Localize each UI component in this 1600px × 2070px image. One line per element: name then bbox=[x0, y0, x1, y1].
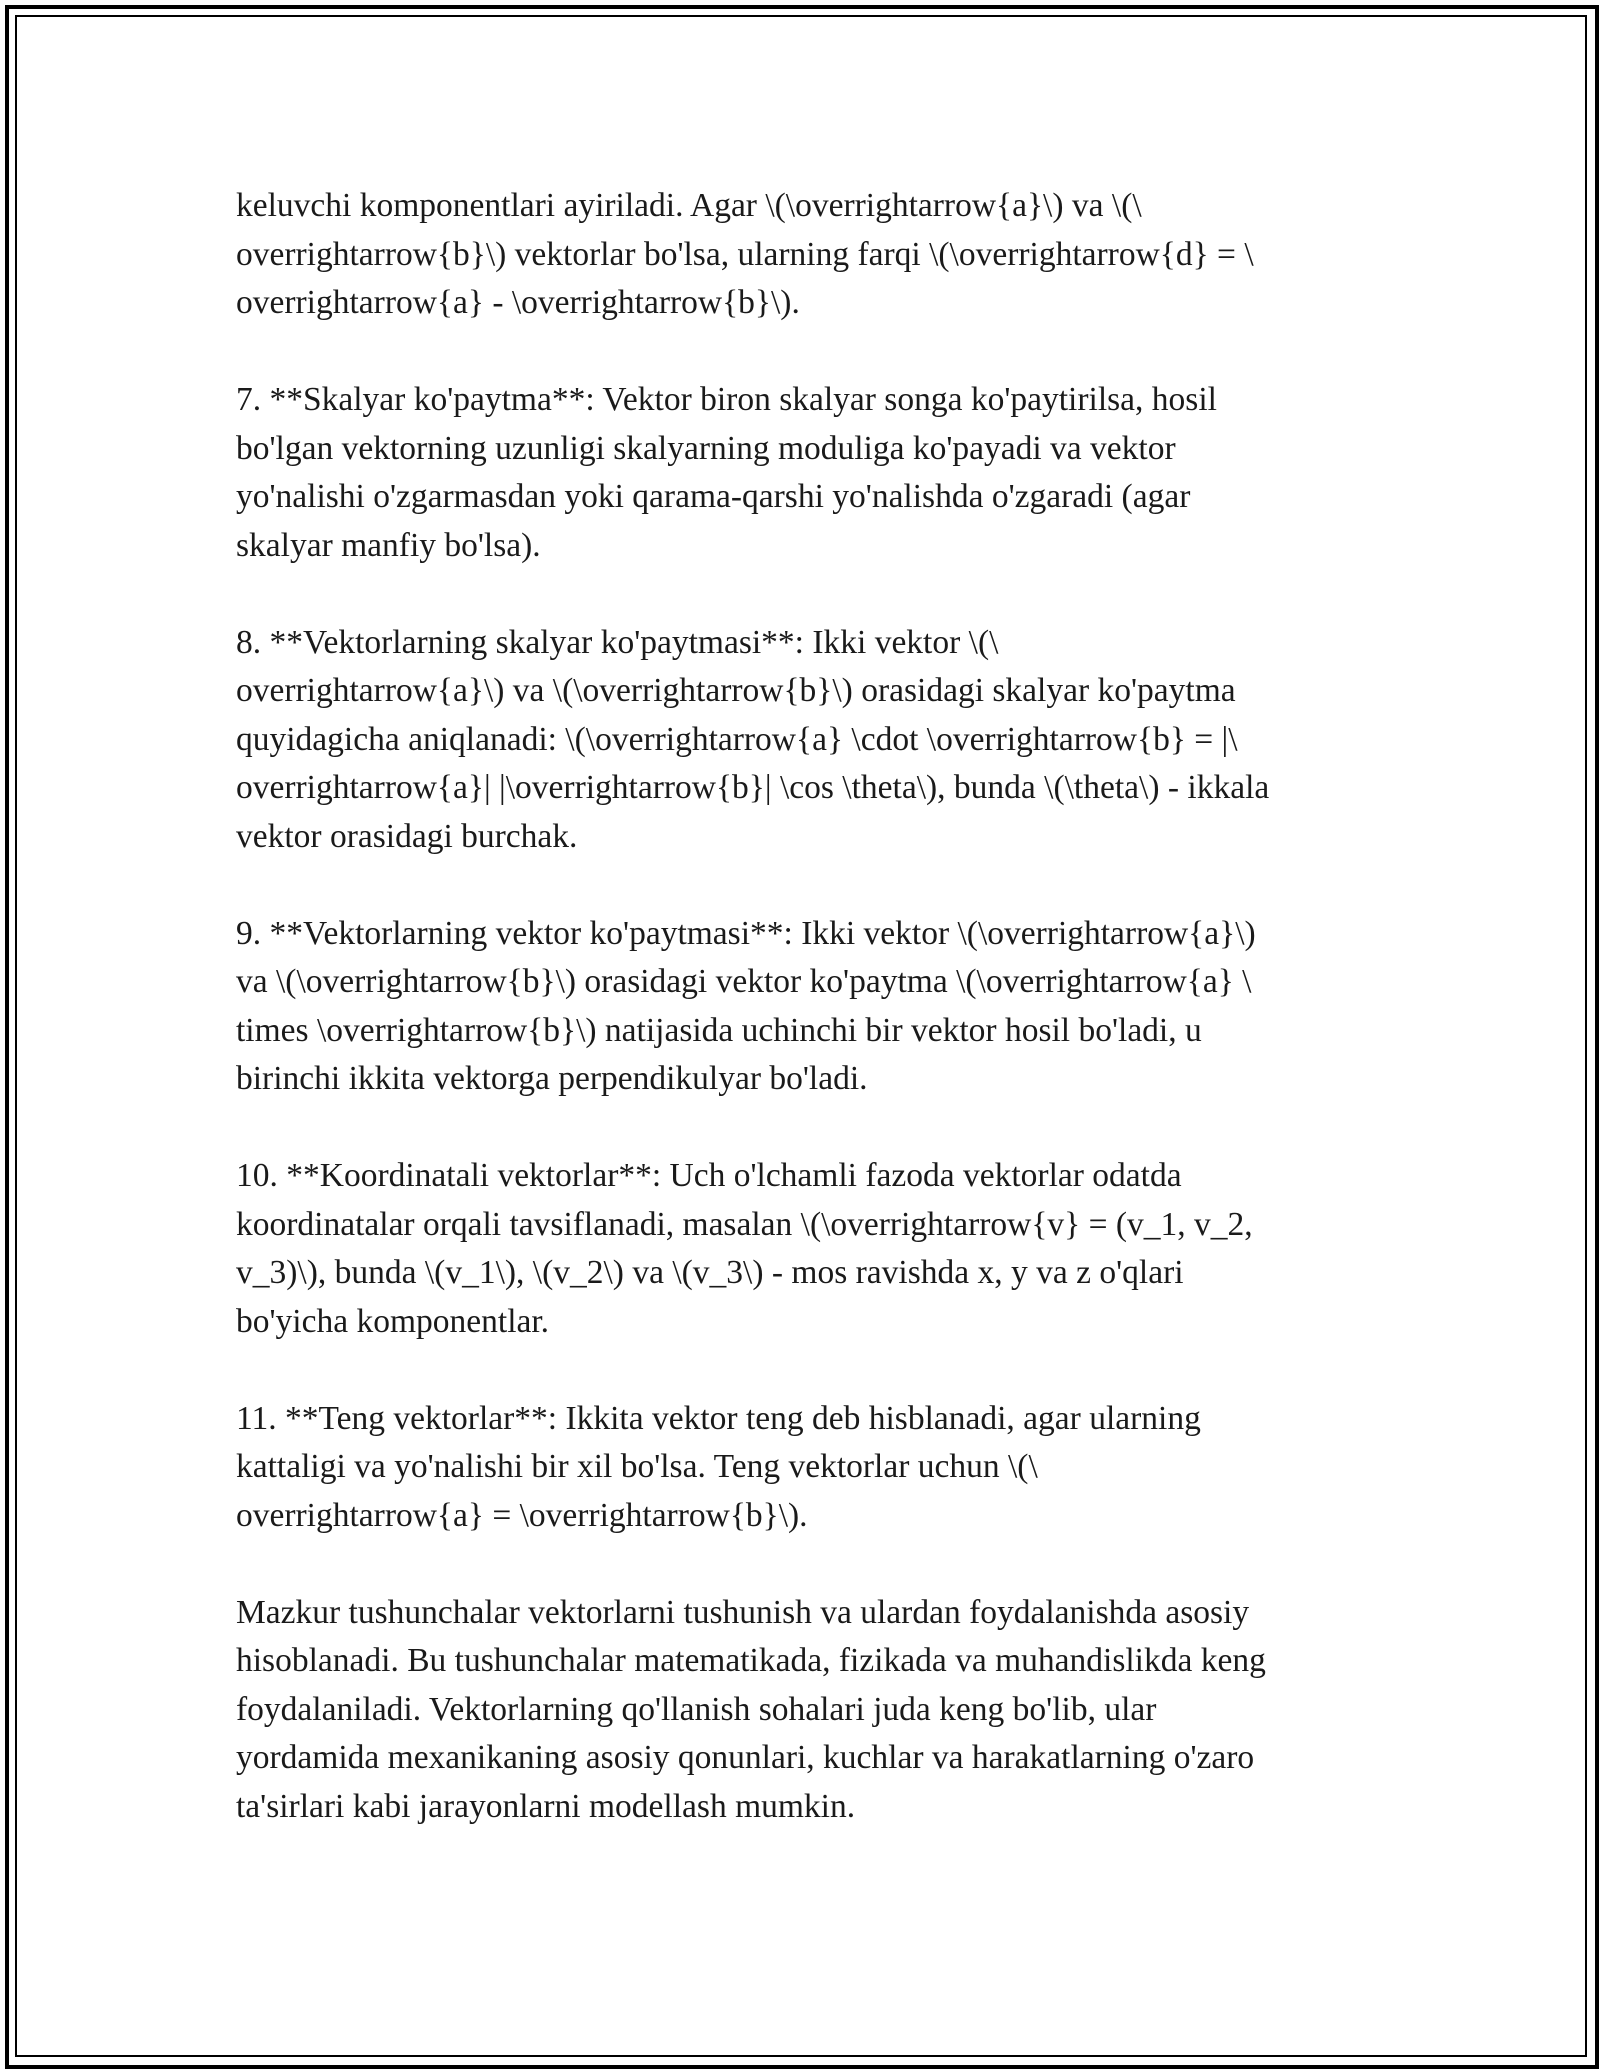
text-line: 7. **Skalyar ko'paytma**: Vektor biron skalyar songa ko'paytirilsa, hosil bbox=[236, 381, 1217, 418]
paragraph-conclusion bbox=[236, 1589, 1376, 1832]
text-line: Mazkur tushunchalar vektorlarni tushunish va ulardan foydalanishda asosiy bbox=[236, 1593, 1250, 1631]
text-line: overrightarrow{a} = \overrightarrow{b}\). bbox=[236, 1496, 808, 1534]
paragraph-cross-product bbox=[236, 910, 1376, 1104]
text-line: 10. **Koordinatali vektorlar**: Uch o'lchamli fazoda vektorlar odatda bbox=[236, 1157, 1182, 1194]
text-line: v_3)\), bunda \(v_1\), \(v_2\) va \(v_3\) - mos ravishda x, y va z o'qlari bbox=[236, 1254, 1184, 1291]
document-body bbox=[236, 182, 1376, 1880]
text-line: keluvchi komponentlari ayiriladi. Agar \(\overrightarrow{a}\) va \(\ bbox=[236, 187, 1142, 224]
text-line: 8. **Vektorlarning skalyar ko'paytmasi**: Ikki vektor \(\ bbox=[236, 623, 999, 661]
text-line: kattaligi va yo'nalishi bir xil bo'lsa. Teng vektorlar uchun \(\ bbox=[236, 1448, 1038, 1485]
text-line: bo'yicha komponentlar. bbox=[236, 1302, 550, 1340]
text-line: overrightarrow{a}\) va \(\overrightarrow{b}\) orasidagi skalyar ko'paytma bbox=[236, 672, 1236, 709]
text-line: yordamida mexanikaning asosiy qonunlari, kuchlar va harakatlarning o'zaro bbox=[236, 1739, 1255, 1776]
text-line: skalyar manfiy bo'lsa). bbox=[236, 526, 541, 564]
paragraph-coordinate-vectors bbox=[236, 1152, 1376, 1346]
text-line: overrightarrow{a}| |\overrightarrow{b}| \cos \theta\), bunda \(\theta\) - ikkala bbox=[236, 769, 1270, 806]
text-line: quyidagicha aniqlanadi: \(\overrightarrow{a} \cdot \overrightarrow{b} = |\ bbox=[236, 720, 1238, 758]
text-line: yo'nalishi o'zgarmasdan yoki qarama-qarshi yo'nalishda o'zgaradi (agar bbox=[236, 478, 1191, 515]
text-line: koordinatalar orqali tavsiflanadi, masalan \(\overrightarrow{v} = (v_1, v_2, bbox=[236, 1205, 1253, 1243]
paragraph-equal-vectors bbox=[236, 1395, 1376, 1541]
text-line: overrightarrow{b}\) vektorlar bo'lsa, ularning farqi \(\overrightarrow{d} = \ bbox=[236, 235, 1254, 273]
text-line: 9. **Vektorlarning vektor ko'paytmasi**: Ikki vektor \(\overrightarrow{a}\) bbox=[236, 914, 1256, 952]
text-line: va \(\overrightarrow{b}\) orasidagi vektor ko'paytma \(\overrightarrow{a} \ bbox=[236, 963, 1252, 1000]
text-line: overrightarrow{a} - \overrightarrow{b}\). bbox=[236, 284, 800, 321]
paragraph-dot-product bbox=[236, 619, 1376, 862]
text-line: ta'sirlari kabi jarayonlarni modellash mumkin. bbox=[236, 1787, 856, 1825]
text-line: hisoblanadi. Bu tushunchalar matematikada, fizikada va muhandislikda keng bbox=[236, 1642, 1266, 1679]
text-line: times \overrightarrow{b}\) natijasida uchinchi bir vektor hosil bo'ladi, u bbox=[236, 1011, 1202, 1049]
text-line: bo'lgan vektorning uzunligi skalyarning moduliga ko'payadi va vektor bbox=[236, 429, 1176, 467]
text-line: vektor orasidagi burchak. bbox=[236, 817, 578, 855]
text-line: birinchi ikkita vektorga perpendikulyar bo'ladi. bbox=[236, 1060, 868, 1097]
paragraph-scalar-multiplication bbox=[236, 376, 1376, 570]
paragraph-subtraction-continued bbox=[236, 182, 1376, 328]
text-line: foydalaniladi. Vektorlarning qo'llanish sohalari juda keng bo'lib, ular bbox=[236, 1690, 1157, 1728]
text-line: 11. **Teng vektorlar**: Ikkita vektor teng deb hisblanadi, agar ularning bbox=[236, 1399, 1201, 1437]
